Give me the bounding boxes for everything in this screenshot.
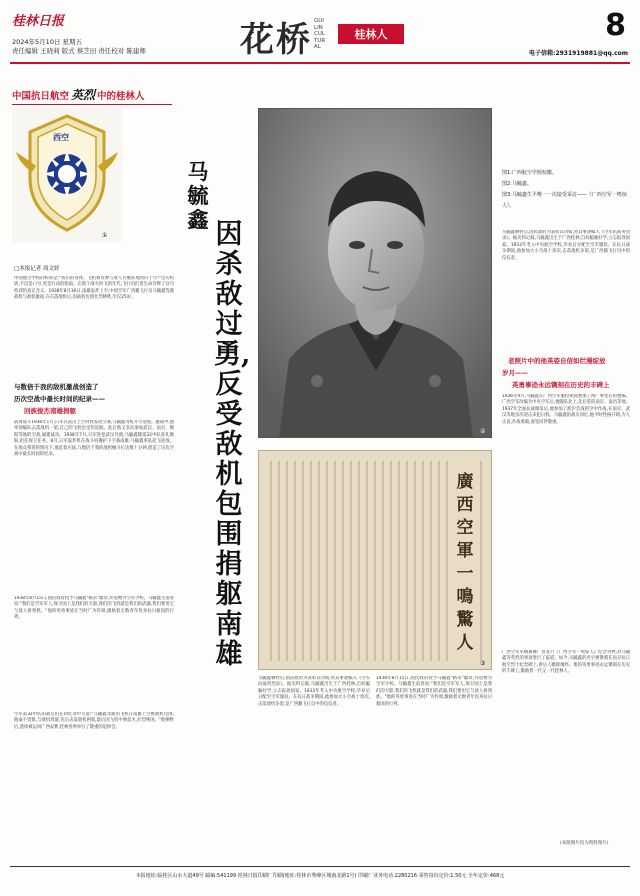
footer-rule: [10, 866, 630, 867]
article-body-6: 广西空军军械兼修厂曾发行《广西空军一鸣惊人》纪念刊物,对马毓鑫等英烈的事迹进行了报道。如今,马毓鑫的名字被镌刻在南京抗日航空烈士纪念碑上,供后人瞻仰缅怀。他的英勇事迹永远镌刻在历史的丰碑上,激励着一代又一代桂林人。: [502, 650, 630, 675]
page-header: [10, 8, 630, 60]
article-body-lower-a: 马毓鑫牺牲后,国民政府为表彰其功绩,将其事迹编入《空军抗战英烈录》。据史料记载,马毓鑫出生于广西桂林,自幼聪颖好学,立志报效国家。1933年考入中央航空学校,毕业后分配至空军服役。在抗日战争期间,他参加大小空战十余次,击落敌机多架,是广西籍飞行员中的佼佼者。: [258, 676, 370, 707]
date-line: 2024年5月10日 星期五: [12, 38, 83, 46]
subhead-5: 老照片中的他英姿自信如烂漫绽放: [508, 357, 606, 365]
subhead-3: 回族俊杰南雄捐躯: [24, 407, 76, 415]
section-tag: 桂林人: [338, 24, 404, 44]
headline-main: 因杀敌过勇,反受敌机包围捐躯南雄: [214, 219, 251, 670]
headline-name: 马毓鑫: [187, 159, 209, 232]
article-body-1: 武岗战斗1936年1月,日军在武汉上空对我发动空袭,马毓鑫驾机升空迎敌。激战中,他率领编队击落敌机一架,自己的飞机也受伤返航。此后他又多次参加武汉、南昌、衡阳等地的空战,屡建战功。1938年7月,日军进犯武汉外围,马毓鑫随第32中队驻扎衡阳,担任保卫任务。8月,日军轰炸机在战斗机掩护下空袭南雄,马毓鑫率队起飞迎敌。在敌众我寡的情况下,他沉着应战,与数倍于我的敌机缠斗长达数十分钟,创造了历次空战中最长时间的纪录。: [14, 420, 174, 458]
column-heading: [12, 86, 145, 103]
article-body-2: 1938年8月15日,国民政府授予马毓鑫"格杀"徽章,并追赠为空军少校。马毓鑫生前曾说:"我们是空军军人,保卫国土是我们的天职,我们的飞机就是我们的武器,我们要用它与敌人拼到底。"他的英勇事迹在当时广为传颂,激励着无数青年投身抗日救国的行列。: [14, 596, 174, 621]
subhead-2: 历次空战中最长时间的纪录——: [14, 395, 105, 403]
subhead-1: 与数倍于我的敌机激战创造了: [14, 383, 99, 391]
emblem-text: 西空: [53, 133, 69, 142]
figure-number-1: ①: [102, 232, 108, 239]
masthead: 桂林日报: [12, 14, 65, 29]
subhead-7: 英勇事迹永远镌刻在历史的丰碑上: [512, 381, 610, 389]
article-intro: 中国航空学校的校训是:"我们的身体、飞机和炸弹与敌人兵舰阵地同归于尽!"这句校训,不仅是口号,更是行动的指南。在那个战火纷飞的年代,飞行员们用生命诠释了这句校训的真正含义。1938年8月30日,南雄轰炸上空,中国空军广西籍飞行员马毓鑫驾驶战机与敌机激战,在击落敌机后,因战机包围壮烈牺牲,年仅25岁。: [14, 276, 174, 301]
section-pinyin: GUILIN CULTURAL: [314, 18, 326, 50]
vertical-headline: [180, 159, 251, 690]
caption-3: 图3:马毓鑫生平唯一一次接受采访——《广西空军一鸣惊人》。: [502, 192, 627, 209]
byline: □本报记者 周文婷: [14, 266, 60, 272]
column-heading-post: 中的桂林人: [97, 91, 145, 102]
header-meta: [12, 38, 146, 56]
article-body-lower-b: 1938年8月15日,国民政府授予马毓鑫"格杀"徽章,并追赠为空军少校。马毓鑫生前曾说:"我们是空军军人,保卫国土是我们的天职,我们的飞机就是我们的武器,我们要用它与敌人拼到底。"他的英勇事迹在当时广为传颂,激励着无数青年投身抗日救国的行列。: [376, 676, 492, 707]
column-rule: [12, 104, 172, 105]
column-heading-pre: 中国抗日航空: [12, 91, 70, 102]
clipping-title: 廣西空軍一鳴驚人: [456, 472, 474, 653]
page-footer: 本报地址:临桂区山水大道49号 邮编:541199 桂林日报印刷厂印刷(地址:桂林市秀峰区城南北路1号) 印刷厂业务电话:2280216 零售每份定价:1.50元 全年定价:468元: [135, 873, 505, 879]
page-number: 8: [605, 8, 626, 43]
captions: [502, 168, 630, 212]
editor-note: (本版图片均为资料图片): [560, 841, 609, 846]
aviation-school-emblem: [12, 108, 122, 242]
portrait-photo: [258, 108, 492, 438]
article-body-4: 马毓鑫牺牲后,国民政府为表彰其功绩,将其事迹编入《空军抗战英烈录》。据史料记载,马毓鑫出生于广西桂林,自幼聪颖好学,立志报效国家。1933年考入中央航空学校,毕业后分配至空军服役。在抗日战争期间,他参加大小空战十余次,击落敌机多架,是广西籍飞行员中的佼佼者。: [502, 230, 630, 261]
article-body-5: 1936年9月,马毓鑫在广西空军服役期间参加了两广事变后的整编。广西空军改编为中央空军后,他随队北上,先后驻防南京、南昌等地。1937年全面抗战爆发后,他参加了淞沪会战的空中作战,在南京、武汉等地多次迎击来犯日机。马毓鑫的战友回忆,他平时性格开朗,为人正直,作战勇敢,深受同伴敬重。: [502, 394, 630, 425]
editors-line: 责任编辑 王晓莉 版式 蔡芝田 责任校对 陈建师: [12, 47, 146, 55]
emblem-graphic: [12, 108, 122, 242]
section-title: 花桥: [240, 20, 312, 60]
newspaper-clipping: [258, 450, 492, 670]
subhead-6: 岁月——: [502, 369, 528, 377]
email-line: 电子信箱:2931919881@qq.com: [529, 50, 628, 57]
column-heading-highlight: 英烈: [71, 88, 96, 102]
article-body-3: 空军第32中队的战友们在回忆录中写道:"马毓鑫驾驶的飞机在南雄上空被敌机包围,他毫不畏惧,与敌机周旋,先后击落敌机两架,最后因飞机中弹起火,壮烈殉国。"他牺牲后,遗体被运回广西安葬,桂林各界举行了隆重的追悼会。: [14, 712, 174, 730]
caption-1: 图1:广西航空学校校徽。: [502, 170, 557, 176]
portrait-graphic: [259, 109, 492, 438]
caption-2: 图2:马毓鑫。: [502, 181, 532, 187]
figure-number-2: ②: [480, 428, 486, 435]
header-rule: [10, 62, 630, 64]
figure-number-3: ③: [480, 660, 486, 667]
